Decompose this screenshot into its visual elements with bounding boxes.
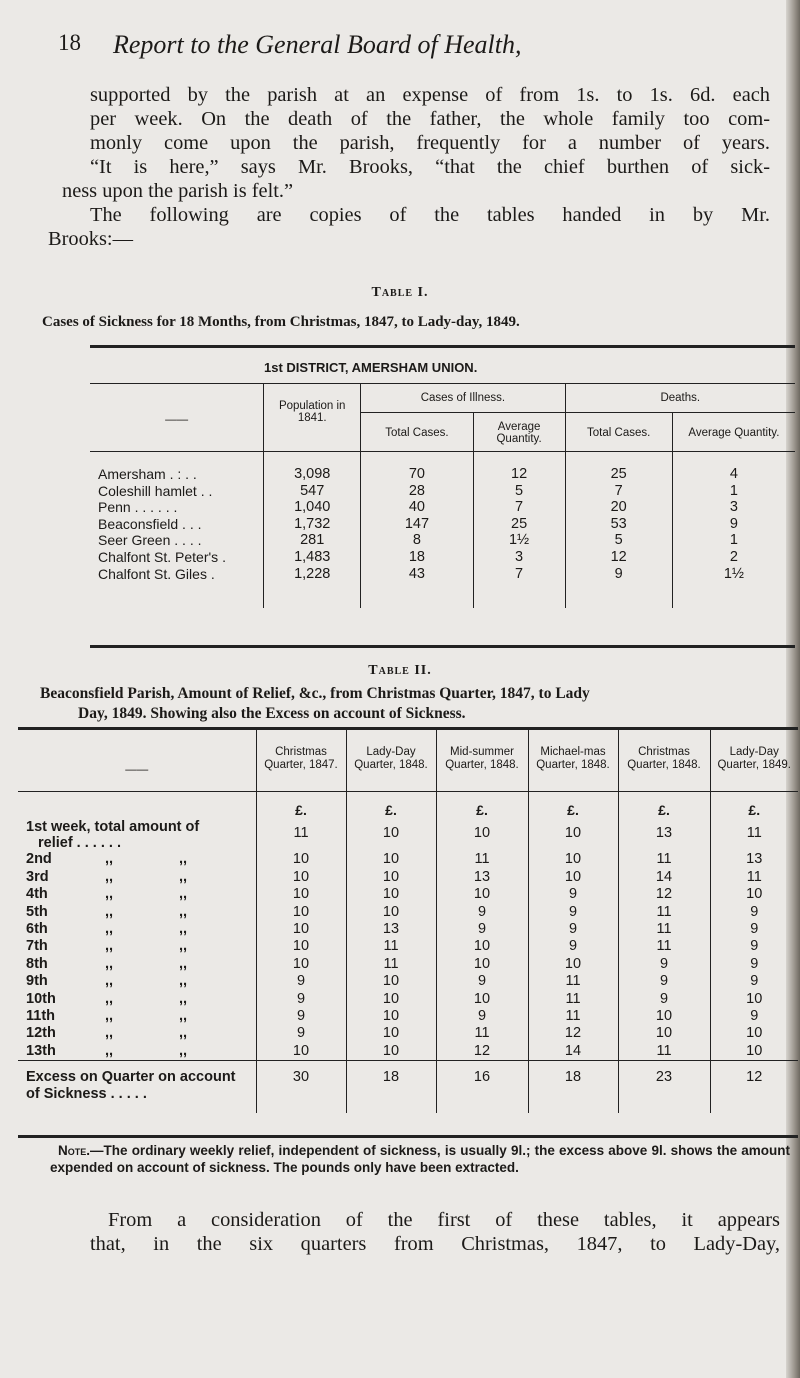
amount-cell: 11	[436, 1025, 528, 1042]
intro-line: per week. On the death of the father, the whole family too com-	[90, 108, 770, 130]
table1-population-header: Population in 1841.	[264, 384, 361, 452]
excess-cell: 18	[528, 1061, 618, 1114]
amount-cell: 11	[618, 938, 710, 955]
amount-cell: 9	[528, 921, 618, 938]
amount-cell: 13	[346, 921, 436, 938]
table1-cases-average-header: Average Quantity.	[473, 413, 565, 452]
cases-total-cell: 8	[361, 532, 473, 549]
amount-cell: 10	[346, 904, 436, 921]
table2-column-header: Christmas Quarter, 1848.	[618, 730, 710, 792]
amount-cell: 9	[710, 904, 798, 921]
amount-cell: 12	[528, 1025, 618, 1042]
unit-cell: £.	[436, 792, 528, 820]
amount-cell: 9	[710, 956, 798, 973]
amount-cell: 10	[436, 991, 528, 1008]
intro-line: “It is here,” says Mr. Brooks, “that the chief burthen of sick-	[90, 156, 770, 178]
ditto-mark: ,,	[178, 1008, 188, 1025]
cases-average-cell: 12	[473, 452, 565, 483]
deaths-average-cell: 2	[672, 549, 795, 566]
week-ordinal: 3rd	[26, 868, 49, 885]
ditto-mark: ,,	[178, 990, 188, 1007]
amount-cell: 11	[710, 869, 798, 886]
table-row	[18, 973, 798, 990]
amount-cell: 9	[256, 991, 346, 1008]
page-number: 18	[58, 30, 81, 55]
intro-line: ness upon the parish is felt.”	[62, 180, 294, 202]
table1	[90, 348, 795, 608]
closing-paragraph	[90, 1208, 780, 1256]
closing-line: From a consideration of the first of these tables, it appears	[108, 1209, 780, 1231]
week-ordinal: 6th	[26, 921, 48, 938]
week-label	[18, 991, 256, 1008]
amount-cell: 10	[256, 886, 346, 903]
place-cell: Amersham . : . .	[98, 466, 197, 482]
amount-cell: 9	[528, 938, 618, 955]
deaths-average-cell: 1½	[672, 566, 795, 609]
amount-cell: 11	[528, 1008, 618, 1025]
week-label	[18, 973, 256, 990]
amount-cell: 9	[618, 991, 710, 1008]
first-week-label: relief . . . . . .	[38, 835, 121, 852]
deaths-total-cell: 7	[565, 483, 672, 500]
table2-column-header: Mid-summer Quarter, 1848.	[436, 730, 528, 792]
amount-cell: 9	[256, 1008, 346, 1025]
amount-cell: 13	[436, 869, 528, 886]
table1-cases-header: Cases of Illness.	[361, 384, 565, 413]
excess-row	[18, 1061, 798, 1114]
ditto-mark: ,,	[178, 938, 188, 955]
ditto-mark: ,,	[104, 1025, 114, 1042]
note-lead: Note.	[58, 1143, 91, 1158]
amount-cell: 10	[710, 991, 798, 1008]
table-row	[90, 532, 795, 549]
population-cell: 1,228	[264, 566, 361, 609]
amount-cell: 11	[618, 1043, 710, 1061]
table-row	[90, 566, 795, 609]
week-ordinal: 2nd	[26, 851, 52, 868]
table-row	[90, 483, 795, 500]
table1-deaths-total-header: Total Cases.	[565, 413, 672, 452]
deaths-average-cell: 1	[672, 483, 795, 500]
cases-average-cell: 5	[473, 483, 565, 500]
ditto-mark: ,,	[104, 938, 114, 955]
excess-cell: 30	[256, 1061, 346, 1114]
table2-caption-line: Day, 1849. Showing also the Excess on account of Sickness.	[78, 705, 466, 722]
amount-cell: 10	[256, 904, 346, 921]
table-row	[18, 938, 798, 955]
place-cell: Coleshill hamlet . .	[98, 482, 213, 499]
table1-district: 1st DISTRICT, AMERSHAM UNION.	[90, 348, 795, 384]
amount-cell: 9	[710, 938, 798, 955]
intro-line: supported by the parish at an expense of from 1s. to 1s. 6d. each	[90, 84, 770, 106]
unit-cell: £.	[618, 792, 710, 820]
amount-cell: 10	[710, 1043, 798, 1061]
excess-cell: 23	[618, 1061, 710, 1114]
place-cell: Penn . . . . . .	[98, 499, 178, 516]
excess-cell: 18	[346, 1061, 436, 1114]
population-cell: 1,732	[264, 516, 361, 533]
amount-cell: 10	[346, 819, 436, 851]
excess-label	[18, 1061, 256, 1114]
cases-total-cell: 18	[361, 549, 473, 566]
amount-cell: 11	[528, 991, 618, 1008]
week-ordinal: 10th	[26, 990, 56, 1007]
table2-column-header: Christmas Quarter, 1847.	[256, 730, 346, 792]
ditto-mark: ,,	[104, 973, 114, 990]
amount-cell: 11	[710, 819, 798, 851]
excess-cell: 12	[710, 1061, 798, 1114]
cases-average-cell: 7	[473, 566, 565, 609]
note-text: —The ordinary weekly relief, independent of sickness, is usually 9l.; the excess above 9l. shows the amount expended on account of sickness. The pounds only have been extracted.	[50, 1143, 790, 1175]
ditto-mark: ,,	[104, 990, 114, 1007]
week-label	[18, 869, 256, 886]
unit-cell: £.	[256, 792, 346, 820]
amount-cell: 13	[618, 819, 710, 851]
week-ordinal: 8th	[26, 955, 48, 972]
page-header	[58, 24, 778, 74]
place-cell: Beaconsfield . . .	[98, 515, 202, 532]
amount-cell: 11	[528, 973, 618, 990]
table-row	[90, 549, 795, 566]
table-row	[18, 869, 798, 886]
amount-cell: 10	[618, 1025, 710, 1042]
amount-cell: 10	[528, 851, 618, 868]
amount-cell: 10	[256, 921, 346, 938]
table-row	[18, 1025, 798, 1042]
ditto-mark: ,,	[104, 955, 114, 972]
amount-cell: 10	[256, 851, 346, 868]
cases-total-cell: 70	[361, 452, 473, 483]
deaths-total-cell: 9	[565, 566, 672, 609]
ditto-mark: ,,	[178, 886, 188, 903]
intro-paragraph	[48, 83, 770, 251]
population-cell: 1,040	[264, 499, 361, 516]
table-row	[18, 819, 798, 851]
week-label	[18, 1043, 256, 1061]
table1-deaths-header: Deaths.	[565, 384, 795, 413]
amount-cell: 11	[618, 904, 710, 921]
table1-deaths-average-header: Average Quantity.	[672, 413, 795, 452]
table2-column-header: Lady-Day Quarter, 1848.	[346, 730, 436, 792]
amount-cell: 11	[346, 956, 436, 973]
place-cell: Seer Green . . . .	[98, 532, 202, 549]
week-ordinal: 12th	[26, 1025, 56, 1042]
unit-cell: £.	[710, 792, 798, 820]
amount-cell: 10	[528, 819, 618, 851]
cases-average-cell: 1½	[473, 532, 565, 549]
table2-column-header: Michael-mas Quarter, 1848.	[528, 730, 618, 792]
amount-cell: 9	[618, 956, 710, 973]
table-row	[90, 499, 795, 516]
amount-cell: 10	[618, 1008, 710, 1025]
deaths-average-cell: 1	[672, 532, 795, 549]
population-cell: 281	[264, 532, 361, 549]
week-label	[18, 851, 256, 868]
amount-cell: 10	[346, 869, 436, 886]
amount-cell: 10	[710, 1025, 798, 1042]
amount-cell: 13	[710, 851, 798, 868]
ditto-mark: ,,	[104, 851, 114, 868]
week-ordinal: 11th	[26, 1008, 56, 1025]
place-cell: Chalfont St. Giles .	[98, 565, 215, 582]
amount-cell: 14	[528, 1043, 618, 1061]
amount-cell: 11	[618, 921, 710, 938]
amount-cell: 11	[618, 851, 710, 868]
amount-cell: 10	[346, 973, 436, 990]
deaths-total-cell: 53	[565, 516, 672, 533]
week-ordinal: 13th	[26, 1042, 56, 1059]
amount-cell: 11	[436, 851, 528, 868]
intro-line: monly come upon the parish, frequently for a number of years.	[90, 132, 770, 154]
amount-cell: 10	[436, 956, 528, 973]
deaths-total-cell: 20	[565, 499, 672, 516]
intro-line: Brooks:—	[48, 228, 133, 250]
cases-average-cell: 25	[473, 516, 565, 533]
week-label	[18, 1025, 256, 1042]
amount-cell: 10	[346, 1043, 436, 1061]
week-ordinal: 5th	[26, 903, 48, 920]
amount-cell: 10	[346, 991, 436, 1008]
amount-cell: 10	[346, 1025, 436, 1042]
amount-cell: 10	[256, 869, 346, 886]
excess-label-line: of Sickness . . . . .	[26, 1086, 147, 1103]
ditto-mark: ,,	[178, 1042, 188, 1059]
ditto-mark: ,,	[104, 921, 114, 938]
deaths-total-cell: 5	[565, 532, 672, 549]
week-label	[18, 956, 256, 973]
amount-cell: 9	[436, 973, 528, 990]
amount-cell: 9	[256, 1025, 346, 1042]
amount-cell: 10	[436, 886, 528, 903]
amount-cell: 9	[710, 973, 798, 990]
amount-cell: 9	[436, 1008, 528, 1025]
week-label	[18, 921, 256, 938]
week-label	[18, 886, 256, 903]
deaths-total-cell: 25	[565, 452, 672, 483]
week-ordinal: 4th	[26, 886, 48, 903]
table2-caption-line: Beaconsfield Parish, Amount of Relief, &c., from Christmas Quarter, 1847, to Lady	[40, 685, 590, 702]
intro-line: The following are copies of the tables handed in by Mr.	[90, 204, 770, 226]
population-cell: 3,098	[264, 452, 361, 483]
ditto-mark: ,,	[178, 973, 188, 990]
table-row	[18, 921, 798, 938]
ditto-mark: ,,	[178, 903, 188, 920]
unit-cell: £.	[528, 792, 618, 820]
amount-cell: 10	[346, 1008, 436, 1025]
ditto-mark: ,,	[104, 1008, 114, 1025]
table2-title: Table II.	[368, 663, 432, 678]
table-row	[18, 956, 798, 973]
ditto-mark: ,,	[104, 1042, 114, 1059]
ditto-mark: ,,	[178, 921, 188, 938]
population-cell: 547	[264, 483, 361, 500]
table-row	[90, 516, 795, 533]
excess-label-line: Excess on Quarter on account	[26, 1069, 236, 1086]
amount-cell: 10	[436, 819, 528, 851]
table1-bottom-rule	[90, 645, 795, 648]
deaths-average-cell: 3	[672, 499, 795, 516]
cases-total-cell: 43	[361, 566, 473, 609]
table2	[18, 730, 798, 1113]
amount-cell: 9	[436, 921, 528, 938]
week-label	[18, 938, 256, 955]
cases-average-cell: 7	[473, 499, 565, 516]
amount-cell: 9	[528, 904, 618, 921]
ditto-mark: ,,	[104, 903, 114, 920]
table-row	[18, 851, 798, 868]
table2-caption	[40, 684, 750, 724]
population-cell: 1,483	[264, 549, 361, 566]
amount-cell: 12	[436, 1043, 528, 1061]
table-row	[18, 904, 798, 921]
amount-cell: 10	[256, 1043, 346, 1061]
table2-corner: ——	[18, 730, 256, 792]
week-ordinal: 7th	[26, 938, 48, 955]
amount-cell: 10	[528, 869, 618, 886]
place-cell: Chalfont St. Peter's .	[98, 548, 226, 565]
amount-cell: 9	[436, 904, 528, 921]
excess-cell: 16	[436, 1061, 528, 1114]
deaths-average-cell: 9	[672, 516, 795, 533]
week-ordinal: 9th	[26, 973, 48, 990]
amount-cell: 9	[710, 1008, 798, 1025]
amount-cell: 9	[256, 973, 346, 990]
table1-caption: Cases of Sickness for 18 Months, from Christmas, 1847, to Lady-day, 1849.	[42, 314, 520, 330]
amount-cell: 10	[256, 956, 346, 973]
cases-average-cell: 3	[473, 549, 565, 566]
deaths-average-cell: 4	[672, 452, 795, 483]
deaths-total-cell: 12	[565, 549, 672, 566]
table-row	[18, 886, 798, 903]
ditto-mark: ,,	[178, 868, 188, 885]
running-head: Report to the General Board of Health,	[113, 30, 522, 59]
amount-cell: 11	[346, 938, 436, 955]
week-label	[18, 904, 256, 921]
amount-cell: 9	[710, 921, 798, 938]
unit-row	[18, 792, 798, 820]
table-row	[18, 1008, 798, 1025]
amount-cell: 10	[256, 938, 346, 955]
amount-cell: 12	[618, 886, 710, 903]
cases-total-cell: 147	[361, 516, 473, 533]
table1-corner: ——	[165, 414, 189, 426]
table-row	[90, 452, 795, 483]
week-label	[18, 1008, 256, 1025]
amount-cell: 10	[346, 886, 436, 903]
amount-cell: 9	[618, 973, 710, 990]
amount-cell: 11	[256, 819, 346, 851]
table-note	[50, 1142, 790, 1176]
ditto-mark: ,,	[104, 886, 114, 903]
ditto-mark: ,,	[178, 851, 188, 868]
amount-cell: 10	[436, 938, 528, 955]
first-week-label: 1st week, total amount of	[26, 819, 200, 836]
unit-cell: £.	[346, 792, 436, 820]
table2-bottom-rule	[18, 1135, 798, 1138]
table-row	[18, 1043, 798, 1061]
cases-total-cell: 40	[361, 499, 473, 516]
amount-cell: 9	[528, 886, 618, 903]
ditto-mark: ,,	[178, 955, 188, 972]
table2-column-header: Lady-Day Quarter, 1849.	[710, 730, 798, 792]
amount-cell: 10	[528, 956, 618, 973]
week-label	[18, 819, 256, 851]
amount-cell: 10	[346, 851, 436, 868]
table1-title: Table I.	[371, 285, 429, 300]
closing-line: that, in the six quarters from Christmas, 1847, to Lady-Day,	[90, 1233, 780, 1255]
cases-total-cell: 28	[361, 483, 473, 500]
ditto-mark: ,,	[104, 868, 114, 885]
table-row	[18, 991, 798, 1008]
amount-cell: 14	[618, 869, 710, 886]
ditto-mark: ,,	[178, 1025, 188, 1042]
table1-cases-total-header: Total Cases.	[361, 413, 473, 452]
amount-cell: 10	[710, 886, 798, 903]
